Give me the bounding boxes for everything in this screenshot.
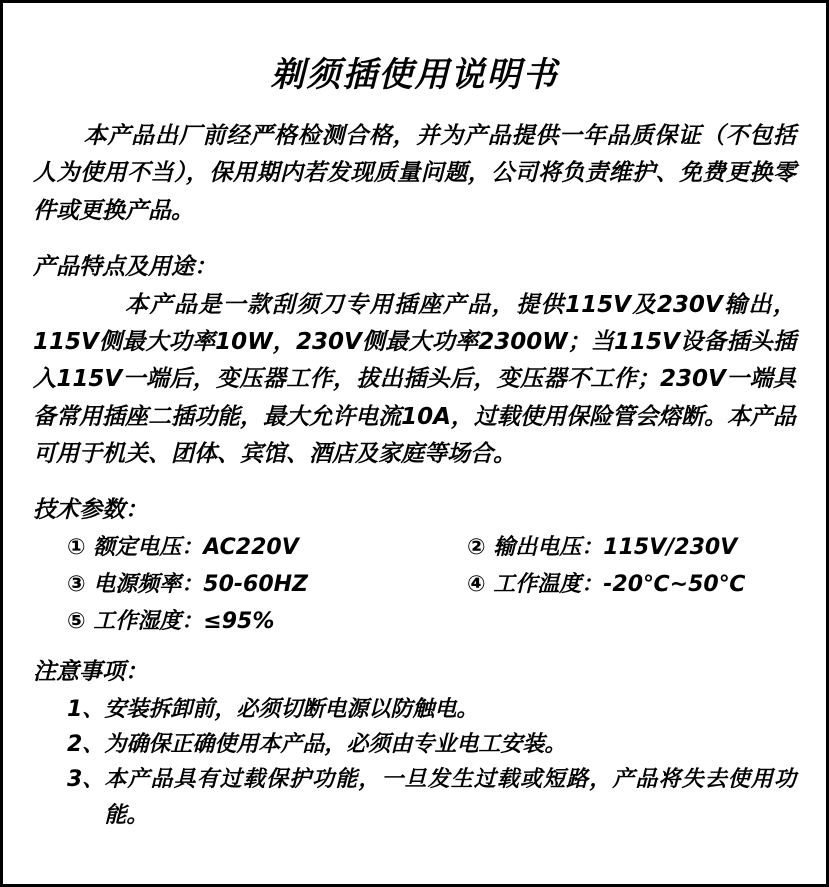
page-title: 剃须插使用说明书 bbox=[270, 55, 559, 95]
notes-heading: 注意事项： bbox=[33, 659, 148, 685]
notes-list bbox=[67, 692, 796, 833]
intro-paragraph: 本产品出厂前经严格检测合格，并为产品提供一年品质保证（不包括人为使用不当），保用期内若发现质量问题，公司将负责维护、免费更换零件或更换产品。 bbox=[33, 123, 796, 224]
spec-item: ④ 工作温度：-20℃~50℃ bbox=[467, 572, 746, 597]
note-number: 1、 bbox=[67, 697, 105, 722]
spec-item: ⑤ 工作湿度：≤95% bbox=[67, 609, 275, 634]
list-item bbox=[67, 727, 796, 762]
note-text: 安装拆卸前，必须切断电源以防触电。 bbox=[104, 697, 479, 722]
note-text: 本产品具有过载保护功能，一旦发生过载或短路，产品将失去使用功能。 bbox=[104, 767, 796, 828]
note-text: 为确保正确使用本产品，必须由专业电工安装。 bbox=[104, 732, 567, 758]
spec-item: ① 额定电压：AC220V bbox=[67, 535, 299, 560]
note-number: 2、 bbox=[67, 732, 105, 758]
note-number: 3、 bbox=[67, 767, 105, 793]
specs-heading: 技术参数： bbox=[33, 497, 148, 523]
list-item bbox=[67, 692, 796, 727]
features-heading: 产品特点及用途： bbox=[33, 253, 217, 280]
spec-item: ③ 电源频率：50-60HZ bbox=[67, 572, 309, 597]
spec-item: ② 输出电压：115V/230V bbox=[467, 535, 738, 560]
features-paragraph: 本产品是一款刮须刀专用插座产品，提供115V及230V输出，115V侧最大功率10W，230V侧最大功率2300W；当115V设备插头插入115V一端后，变压器工作，拔出插头后，变压器不工作；230V一端具备常用插座二插功能，最大允许电流10A，过载使用保险管会熔断。本产品可用于机关、团体、宾馆、酒店及家庭等场合。 bbox=[33, 291, 796, 467]
list-item bbox=[67, 762, 796, 832]
specs-list bbox=[67, 530, 796, 635]
